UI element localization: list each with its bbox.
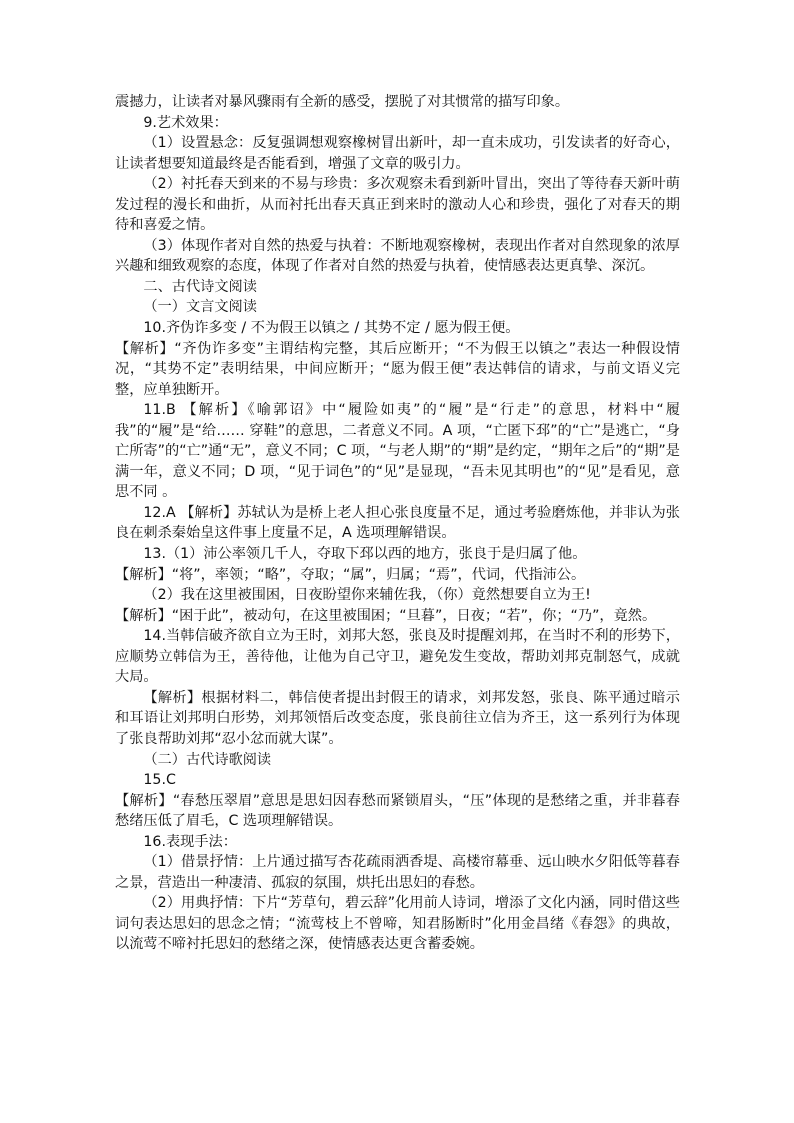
analysis-14: 【解析】根据材料二，韩信使者提出封假王的请求，刘邦发怒，张良、陈平通过暗示和耳语让刘邦明白形势，刘邦领悟后改变态度，张良前往立信为齐王，这一系列行为体现了张良帮助刘邦“忍小忿而就大谋”。 (115, 689, 680, 747)
answer-16: 16.表现手法： (143, 833, 237, 850)
analysis-15: 【解析】“春愁压翠眉”意思是思妇因春愁而紧锁眉头，“压”体现的是愁绪之重，并非暮春愁绪压低了眉毛，C 选项理解错误。 (115, 792, 680, 830)
subsection-heading: （二）古代诗歌阅读 (143, 751, 272, 768)
subsection-heading: （一）文言文阅读 (143, 299, 257, 316)
paragraph: （2）衬托春天到来的不易与珍贵：多次观察未看到新叶冒出，突出了等待春天新叶萌发过程的漫长和曲折，从而衬托出春天真正到来时的激动人心和珍贵，强化了对春天的期待和喜爱之情。 (115, 176, 680, 234)
answer-14: 14.当韩信破齐欲自立为王时，刘邦大怒，张良及时提醒刘邦，在当时不利的形势下，应顺势立韩信为王，善待他，让他为自己守卫，避免发生变故，帮助刘邦克制怒气，成就大局。 (115, 628, 680, 686)
section-heading: 二、古代诗文阅读 (143, 278, 257, 295)
paragraph: （3）体现作者对自然的热爱与执着：不断地观察橡树，表现出作者对自然现象的浓厚兴趣和细致观察的态度，体现了作者对自然的热爱与执着，使情感表达更真挚、深沉。 (115, 237, 680, 275)
answer-15: 15.C (143, 772, 176, 789)
answer-key-body (115, 92, 680, 955)
answer-10: 10.齐伪诈多变 / 不为假王以镇之 / 其势不定 / 愿为假王便。 (143, 320, 520, 337)
answer-13-1: 13.（1）沛公率领几千人，夺取下邳以西的地方，张良于是归属了他。 (143, 546, 587, 563)
answer-11: 11.B 【解析】《喻郭诏》中“履险如夷”的“履”是“行走”的意思，材料中“履我”的“履”是“给…… 穿鞋”的意思，二者意义不同。A 项，“亡匿下邳”的“亡”是逃亡，“身亡所寄”的“亡”通“无”，意义不同；C 项，“与老人期”的“期”是约定，“期年之后”的“期”是满一年，意义不同；D 项，“见于词色”的“见”是显现，“吾未见其明也”的“见”是看见，意思不同 。 (115, 402, 680, 501)
paragraph: （1）借景抒情：上片通过描写杏花疏雨洒香堤、高楼帘幕垂、远山映水夕阳低等暮春之景，营造出一种凄清、孤寂的氛围，烘托出思妇的春愁。 (115, 854, 680, 891)
paragraph: （1）设置悬念：反复强调想观察橡树冒出新叶，却一直未成功，引发读者的好奇心，让读者想要知道最终是否能看到，增强了文章的吸引力。 (115, 135, 680, 172)
analysis-13-2: 【解析】“困于此”，被动句，在这里被围困；“旦暮”，日夜；“若”，你；“乃”，竟然。 (115, 607, 657, 624)
answer-13-2: （2）我在这里被围困，日夜盼望你来辅佐我，（你）竟然想要自立为王! (143, 587, 591, 604)
analysis-10: 【解析】“齐伪诈多变”主谓结构完整，其后应断开；“不为假王以镇之”表达一种假设情况，“其势不定”表明结果，中间应断开；“愿为假王便”表达韩信的请求，与前文语义完整，应单独断开。 (115, 340, 680, 398)
paragraph: 9.艺术效果： (143, 114, 228, 131)
paragraph: （2）用典抒情：下片“芳草句，碧云辞”化用前人诗词，增添了文化内涵，同时借这些词句表达思妇的思念之情；“流莺枝上不曾啼，知君肠断时”化用金昌绪《春怨》的典故，以流莺不啼衬托思妇的愁绪之深，使情感表达更含蓄委婉。 (115, 895, 680, 953)
paragraph: 震撼力，让读者对暴风骤雨有全新的感受，摆脱了对其惯常的描写印象。 (115, 94, 570, 110)
analysis-13-1: 【解析】“将”，率领；“略”，夺取；“属”，归属；“焉”，代词，代指沛公。 (115, 566, 586, 583)
answer-12: 12.A 【解析】苏轼认为是桥上老人担心张良度量不足，通过考验磨炼他，并非认为张良在刺杀秦始皇这件事上度量不足，A 选项理解错误。 (115, 504, 680, 542)
